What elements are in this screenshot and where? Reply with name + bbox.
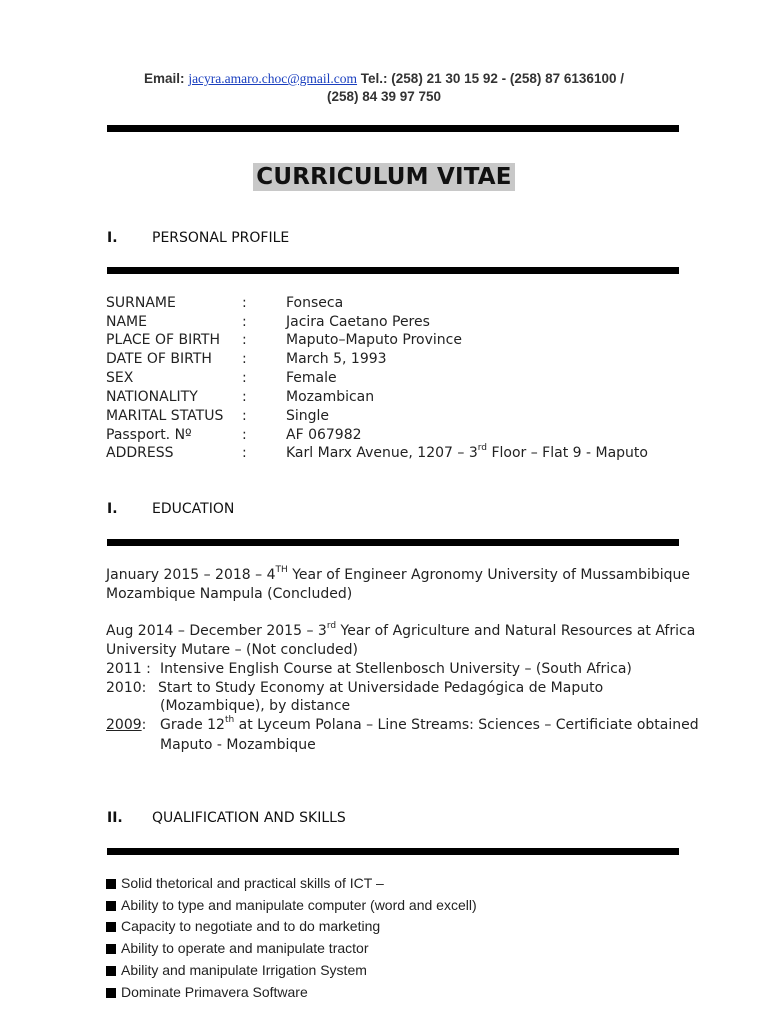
profile-colon: : — [242, 351, 247, 367]
profile-colon: : — [242, 314, 247, 330]
profile-label: ADDRESS — [106, 445, 174, 461]
profile-label: SEX — [106, 370, 134, 386]
divider — [107, 848, 679, 855]
education-entry: Intensive English Course at Stellenbosch University – (South Africa) — [160, 661, 632, 677]
divider — [107, 125, 679, 132]
divider — [107, 539, 679, 546]
education-year: 2011 : — [106, 661, 151, 677]
education-year: 2010: — [106, 680, 147, 696]
profile-label: DATE OF BIRTH — [106, 351, 212, 367]
profile-value: Single — [286, 408, 330, 424]
profile-value: Female — [286, 370, 337, 386]
education-year: 2009: — [106, 717, 147, 733]
contact-line-1 — [0, 71, 768, 87]
profile-value: Fonseca — [286, 295, 344, 311]
divider — [107, 267, 679, 274]
profile-value-address: Karl Marx Avenue, 1207 – 3rd Floor – Flat 9 - Maputo — [286, 443, 648, 461]
section-title: QUALIFICATION AND SKILLS — [152, 810, 346, 826]
profile-label: PLACE OF BIRTH — [106, 332, 221, 348]
profile-value: Jacira Caetano Peres — [286, 314, 430, 330]
document-title — [0, 164, 768, 190]
profile-value: Maputo–Maputo Province — [286, 332, 462, 348]
profile-colon: : — [242, 370, 247, 386]
profile-colon: : — [242, 332, 247, 348]
education-entry-cont: University Mutare – (Not concluded) — [106, 642, 358, 658]
square-bullet-icon — [106, 988, 116, 998]
section-heading-skills — [107, 810, 507, 828]
profile-label: NATIONALITY — [106, 389, 198, 405]
profile-colon: : — [242, 408, 247, 424]
education-entry: Grade 12th at Lyceum Polana – Line Streams: Sciences – Certificiate obtained — [160, 715, 699, 733]
square-bullet-icon — [106, 966, 116, 976]
profile-label: NAME — [106, 314, 147, 330]
education-entry-cont: Maputo - Mozambique — [160, 737, 316, 753]
list-item: Capacity to negotiate and to do marketing — [106, 918, 380, 934]
education-entry-cont: Mozambique Nampula (Concluded) — [106, 586, 353, 602]
profile-colon: : — [242, 445, 247, 461]
square-bullet-icon — [106, 901, 116, 911]
square-bullet-icon — [106, 922, 116, 932]
section-number: II. — [107, 810, 123, 826]
education-entry: Start to Study Economy at Universidade Pedagógica de Maputo — [158, 680, 604, 696]
section-number: I. — [107, 230, 118, 246]
section-heading-education — [107, 501, 507, 519]
education-entry: January 2015 – 2018 – 4TH Year of Engineer Agronomy University of Mussambibique — [106, 565, 691, 583]
profile-value: Mozambican — [286, 389, 375, 405]
profile-colon: : — [242, 427, 247, 443]
phone-line-1: Tel.: (258) 21 30 15 92 - (258) 87 6136100 / — [357, 71, 624, 86]
email-link[interactable]: jacyra.amaro.choc@gmail.com — [188, 71, 358, 86]
profile-label: SURNAME — [106, 295, 176, 311]
section-title: PERSONAL PROFILE — [152, 230, 290, 246]
profile-colon: : — [242, 389, 247, 405]
section-title: EDUCATION — [152, 501, 235, 517]
title-text: CURRICULUM VITAE — [253, 163, 514, 191]
profile-label: Passport. Nº — [106, 427, 192, 443]
education-entry-cont: (Mozambique), by distance — [160, 698, 351, 714]
list-item: Dominate Primavera Software — [106, 984, 308, 1000]
list-item: Ability to operate and manipulate tractor — [106, 940, 368, 956]
list-item: Ability to type and manipulate computer (word and excell) — [106, 897, 477, 913]
education-entry: Aug 2014 – December 2015 – 3rd Year of Agriculture and Natural Resources at Africa — [106, 621, 696, 639]
profile-value: AF 067982 — [286, 427, 362, 443]
email-label: Email: — [144, 71, 185, 86]
section-heading-personal — [107, 230, 507, 248]
square-bullet-icon — [106, 879, 116, 889]
square-bullet-icon — [106, 944, 116, 954]
list-item: Solid thetorical and practical skills of ICT – — [106, 875, 384, 891]
section-number: I. — [107, 501, 118, 517]
profile-value: March 5, 1993 — [286, 351, 387, 367]
profile-colon: : — [242, 295, 247, 311]
phone-line-2: (258) 84 39 97 750 — [326, 89, 442, 104]
profile-label: MARITAL STATUS — [106, 408, 224, 424]
contact-line-2 — [0, 89, 768, 104]
list-item: Ability and manipulate Irrigation System — [106, 962, 367, 978]
